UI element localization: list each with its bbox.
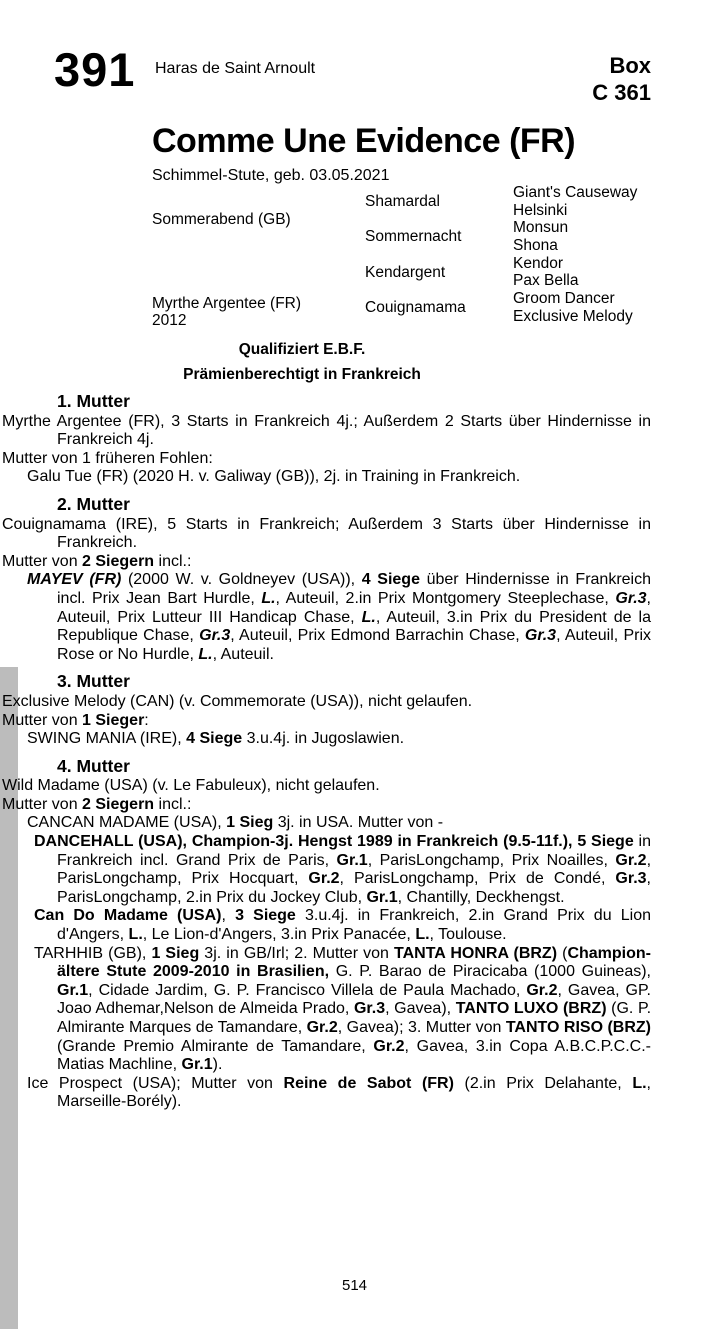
pedigree-paragraph — [2, 692, 651, 712]
text-run: Gr.2 — [306, 1019, 338, 1036]
page-edge-tab — [0, 667, 18, 1329]
text-run: , Marseille-Borély). — [57, 1074, 651, 1111]
text-run: , Auteuil, Prix Lutteur III Handicap Chase, — [57, 589, 651, 626]
text-run: Gr.1 — [336, 851, 368, 869]
text-run: Galu Tue (FR) (2020 H. v. Galiway (GB)), 2j. in Training in Frankreich. — [27, 468, 521, 486]
pedigree-paragraph — [34, 833, 652, 907]
text-run: TANTO RISO (BRZ) — [505, 1019, 651, 1036]
pedigree-ancestor: Shona — [513, 237, 558, 255]
text-run: 1 Sieg — [151, 944, 200, 962]
section-heading: 2. Mutter — [57, 493, 130, 514]
text-run: , ParisLongchamp, Prix Noailles, — [367, 851, 616, 869]
text-run: Champion-ältere Stute 2009-2010 in Brasilien, — [57, 944, 651, 981]
horse-name: Comme Une Evidence (FR) — [152, 122, 576, 160]
pedigree-ancestor: Kendargent — [365, 263, 446, 281]
consignor-name: Haras de Saint Arnoult — [155, 60, 316, 77]
page-number: 514 — [341, 1277, 368, 1294]
pedigree-paragraph — [34, 944, 652, 1075]
text-run: TARHHIB (GB), — [34, 944, 152, 962]
pedigree-paragraph — [2, 449, 651, 469]
text-run: , Le Lion-d'Angers, 3.in Prix Panacée, — [142, 926, 416, 944]
text-run: Gr.1 — [366, 888, 398, 906]
text-run: Couignamama (IRE), 5 Starts in Frankreich; Außerdem 3 Starts über Hindernisse in Frankreich. — [2, 515, 651, 552]
section-heading: 4. Mutter — [57, 755, 130, 776]
text-run: , Toulouse. — [429, 926, 507, 944]
pedigree-ancestor: Sommernacht — [365, 228, 462, 246]
text-run: SWING MANIA (IRE), — [27, 730, 187, 748]
text-run: in Frankreich incl. Grand Prix de Paris, — [57, 833, 652, 869]
text-run: 3j. in GB/Irl; 2. Mutter von — [199, 944, 394, 962]
qualification-ebf: Qualifiziert E.B.F. — [238, 341, 366, 358]
text-run: Gr.1 — [181, 1056, 213, 1074]
text-run: ). — [212, 1056, 223, 1074]
text-run: incl.: — [154, 795, 192, 813]
pedigree-paragraph — [2, 777, 651, 796]
text-run: L. — [128, 926, 143, 944]
pedigree-ancestor: Groom Dancer — [513, 290, 615, 308]
text-run: (Grande Premio Almirante de Tamandare, — [57, 1037, 374, 1055]
qualification-premium: Prämienberechtigt in Frankreich — [183, 366, 421, 383]
text-run: G. P. Barao de Piracicaba (1000 Guineas), — [329, 963, 651, 981]
text-run: Gr.3 — [615, 870, 647, 888]
text-run: Gr.1 — [57, 981, 89, 999]
pedigree-ancestor: Helsinki — [513, 201, 568, 219]
pedigree-paragraph — [27, 571, 652, 664]
pedigree-ancestor: Monsun — [513, 219, 569, 237]
text-run: , ParisLongchamp, 2.in Prix du Jockey Club, — [57, 870, 651, 906]
text-run: Exclusive Melody (CAN) (v. Commemorate (USA)), nicht gelaufen. — [2, 692, 473, 710]
text-run: Gr.2 — [373, 1037, 405, 1055]
pedigree-ancestor: Exclusive Melody — [513, 307, 633, 325]
text-run: , Gavea), — [385, 1000, 456, 1018]
text-run: 1 Sieger — [82, 711, 145, 729]
text-run: Gr.2 — [526, 981, 558, 999]
text-run: , Auteuil, 3.in Prix du President de la Republique Chase, — [57, 608, 651, 645]
text-run: , Auteuil, Prix Edmond Barrachin Chase, — [230, 627, 525, 645]
box-number: C 361 — [592, 80, 651, 105]
text-run: Can Do Madame (USA) — [34, 907, 222, 925]
text-run: TANTO LUXO (BRZ) — [455, 1000, 607, 1018]
text-run: (G. P. Almirante Marques de Tamandare, — [57, 1000, 652, 1036]
sire-cell — [152, 184, 365, 255]
text-run: L. — [261, 589, 276, 607]
text-run: , Chantilly, Deckhengst. — [397, 888, 565, 906]
text-run: Reine de Sabot (FR) — [283, 1074, 454, 1092]
text-run: Wild Madame (USA) (v. Le Fabuleux), nicht gelaufen. — [2, 777, 380, 795]
text-run: , — [221, 907, 236, 925]
section-heading: 3. Mutter — [57, 671, 130, 692]
text-run: 1 Sieg — [226, 814, 274, 832]
text-run: 3 Siege — [235, 907, 296, 925]
text-run: Gr.2 — [308, 870, 340, 888]
text-run: 2 Siegern — [82, 795, 155, 813]
text-run: , Auteuil, 2.in Prix Montgomery Steeplechase, — [275, 589, 616, 607]
pedigree-paragraph — [2, 711, 651, 731]
text-run: , Auteuil. — [212, 645, 274, 663]
text-run: 3j. in USA. Mutter von - — [273, 814, 444, 832]
text-run: , Auteuil, Prix Rose or No Hurdle, — [57, 627, 652, 663]
pedigree-paragraph — [27, 730, 651, 749]
text-run: TANTA HONRA (BRZ) — [394, 944, 558, 962]
box-assignment — [592, 52, 651, 106]
text-run: , Gavea, 3.in Copa A.B.C.P.C.C.-Matias Machline, — [57, 1037, 651, 1074]
pedigree-table — [152, 184, 709, 330]
text-run: Ice Prospect (USA); Mutter von — [27, 1074, 284, 1092]
text-run: 3.u.4j. in Frankreich, 2.in Grand Prix du Lion d'Angers, — [57, 907, 652, 944]
dam-year: 2012 — [152, 312, 187, 330]
pedigree-paragraph — [34, 907, 652, 944]
dam-name: Myrthe Argentee (FR) — [152, 294, 302, 312]
text-run: CANCAN MADAME (USA), — [27, 814, 227, 832]
text-run: incl.: — [154, 552, 192, 570]
text-run: Gr.3 — [615, 589, 647, 607]
pedigree-paragraph — [2, 552, 651, 572]
text-run: , Gavea); 3. Mutter von — [337, 1019, 506, 1036]
text-run: DANCEHALL (USA) — [34, 833, 183, 851]
pedigree-ancestor: Giant's Causeway — [513, 184, 638, 201]
horse-description: Schimmel-Stute, geb. 03.05.2021 — [152, 167, 390, 184]
text-run: 2 Siegern — [82, 552, 155, 570]
text-run: , Gavea, GP. Joao Adhemar,Nelson de Almeida Prado, — [57, 981, 651, 1018]
text-run: über Hindernisse in Frankreich incl. Prix Jean Bart Hurdle, — [57, 571, 652, 607]
text-run: (2.in Prix Delahante, — [453, 1074, 633, 1092]
text-run: L. — [632, 1074, 647, 1092]
text-run: 3.u.4j. in Jugoslawien. — [242, 730, 405, 748]
pedigree-paragraph — [2, 412, 651, 450]
pedigree-ancestor: Couignamama — [365, 298, 466, 316]
text-run: Gr.3 — [353, 1000, 386, 1018]
text-run: Mutter von — [2, 552, 83, 570]
text-run: Gr.3 — [524, 627, 557, 645]
pedigree-ancestor: Pax Bella — [513, 272, 579, 290]
pedigree-paragraph — [2, 795, 651, 815]
pedigree-ancestor: Kendor — [513, 254, 563, 272]
pedigree-ancestor: Shamardal — [365, 192, 440, 210]
sire-name: Sommerabend (GB) — [152, 210, 291, 228]
text-run: , ParisLongchamp, Prix de Condé, — [339, 870, 616, 888]
text-run: , ParisLongchamp, Prix Hocquart, — [57, 851, 652, 888]
text-run: 4 Siege — [361, 571, 420, 589]
text-run: , — [182, 833, 192, 851]
text-run: Champion-3j. Hengst 1989 in Frankreich (9.5-11f.), 5 Siege — [191, 833, 634, 851]
text-run: Mutter von 1 früheren Fohlen: — [2, 449, 213, 467]
text-run: L. — [415, 926, 430, 944]
pedigree-paragraph — [27, 468, 651, 487]
text-run: L. — [198, 645, 213, 663]
text-run: L. — [361, 608, 376, 626]
text-run: 4 Siege — [186, 730, 243, 748]
pedigree-paragraph — [27, 1074, 651, 1112]
text-run: Gr.3 — [199, 627, 231, 645]
box-label: Box — [609, 53, 651, 78]
text-run: Gr.2 — [615, 851, 647, 869]
text-run: Mutter von — [2, 795, 83, 813]
text-run: Myrthe Argentee (FR), 3 Starts in Frankreich 4j.; Außerdem 2 Starts über Hindernisse in Frankreich 4j. — [2, 412, 651, 449]
pedigree-paragraph — [27, 814, 651, 833]
text-run: : — [144, 711, 149, 729]
text-run: (2000 W. v. Goldneyev (USA)), — [121, 571, 362, 589]
lot-number: 391 — [54, 43, 136, 96]
text-run: MAYEV (FR) — [27, 571, 122, 589]
text-run: ( — [557, 944, 568, 962]
dam-cell — [152, 255, 365, 330]
text-run: , Cidade Jardim, G. P. Francisco Villela de Paula Machado, — [88, 981, 527, 999]
pedigree-sections — [2, 384, 652, 1112]
section-heading: 1. Mutter — [57, 391, 130, 411]
pedigree-paragraph — [2, 515, 651, 553]
text-run: Mutter von — [2, 711, 83, 729]
